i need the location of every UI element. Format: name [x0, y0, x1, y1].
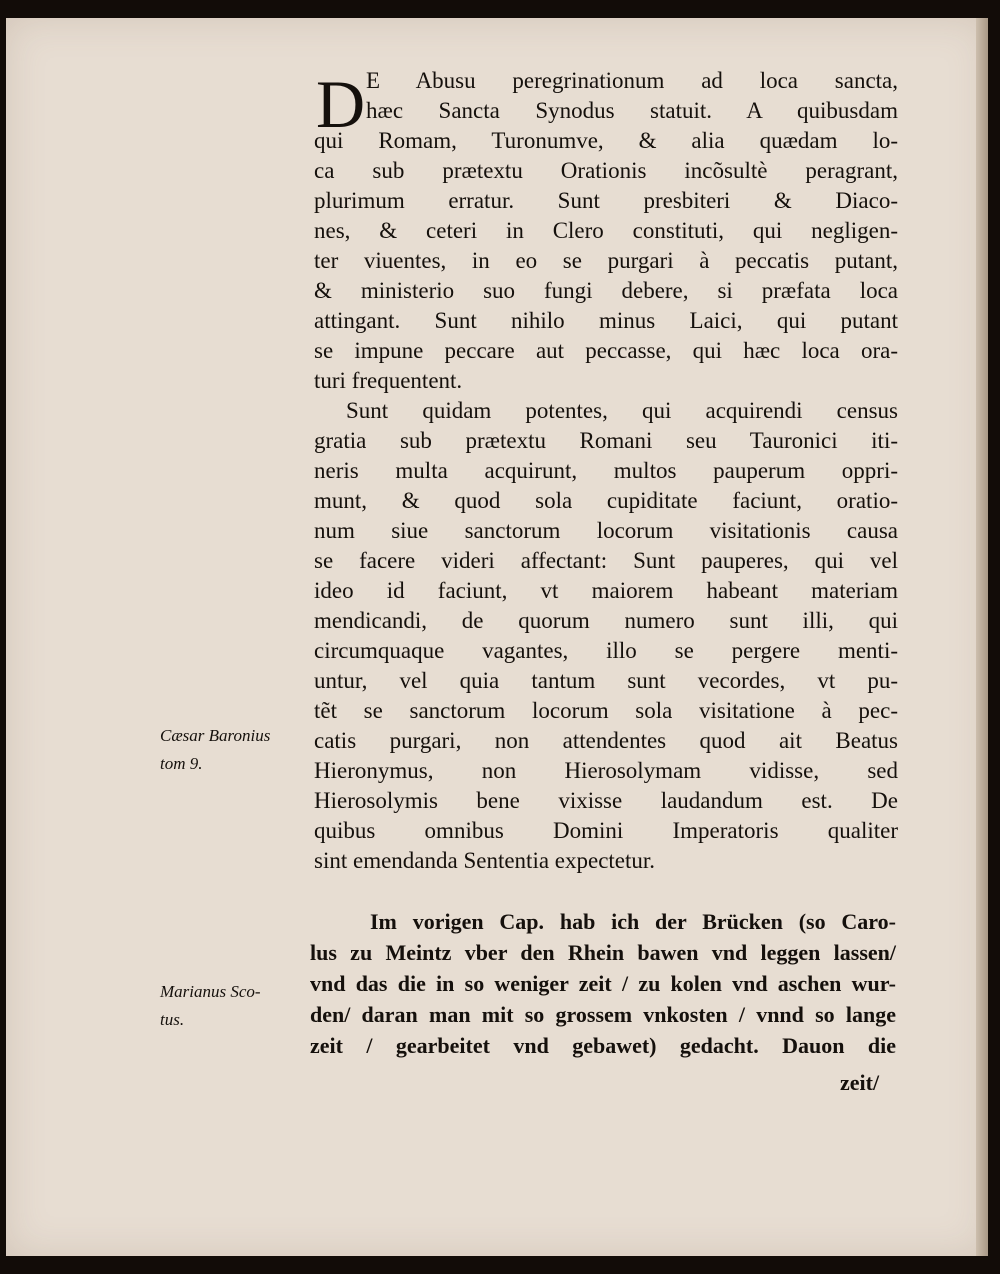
margin-note-line: Cæsar Baronius	[160, 726, 271, 745]
text-line: se impune peccare aut peccasse, qui hæc loca ora-	[314, 338, 898, 363]
text-line: Im vorigen Cap. hab ich der Brücken (so Caro-	[370, 909, 896, 934]
text-line: tẽt se sanctorum locorum sola visitatione à pec-	[314, 698, 898, 723]
margin-note-line: Marianus Sco-	[160, 982, 261, 1001]
german-text-block	[310, 906, 896, 1061]
margin-note-line: tom 9.	[160, 754, 203, 773]
text-line: Sunt quidam potentes, qui acquirendi census	[346, 398, 898, 423]
drop-cap: D	[316, 66, 366, 142]
text-line: hæc Sancta Synodus statuit. A quibusdam	[366, 98, 898, 123]
text-line: catis purgari, non attendentes quod ait Beatus	[314, 728, 898, 753]
text-line: neris multa acquirunt, multos pauperum oppri-	[314, 458, 898, 483]
text-line: vnd das die in so weniger zeit / zu kolen vnd aschen wur-	[310, 971, 896, 996]
text-line: ter viuentes, in eo se purgari à peccatis putant,	[314, 248, 898, 273]
text-line: Hierosolymis bene vixisse laudandum est. De	[314, 788, 898, 813]
text-line: num siue sanctorum locorum visitationis causa	[314, 518, 898, 543]
text-line: attingant. Sunt nihilo minus Laici, qui putant	[314, 308, 898, 333]
text-line: & ministerio suo fungi debere, si præfata loca	[314, 278, 898, 303]
text-line: se facere videri affectant: Sunt pauperes, qui vel	[314, 548, 898, 573]
text-line: turi frequentent.	[314, 368, 463, 393]
text-line: gratia sub prætextu Romani seu Tauronici iti-	[314, 428, 898, 453]
text-line: ca sub prætextu Orationis incõsultè peragrant,	[314, 158, 898, 183]
page-edge	[976, 18, 988, 1256]
latin-text-block	[314, 66, 898, 876]
text-line: untur, vel quia tantum sunt vecordes, vt pu-	[314, 668, 898, 693]
catchword: zeit/	[840, 1070, 880, 1095]
text-line: munt, & quod sola cupiditate faciunt, oratio-	[314, 488, 898, 513]
text-line: E Abusu peregrinationum ad loca sancta,	[366, 68, 898, 93]
text-line: ideo id faciunt, vt maiorem habeant materiam	[314, 578, 898, 603]
text-line: circumquaque vagantes, illo se pergere menti-	[314, 638, 898, 663]
margin-note-baronius	[160, 722, 270, 778]
margin-note-line: tus.	[160, 1010, 185, 1029]
text-line: nes, & ceteri in Clero constituti, qui negligen-	[314, 218, 898, 243]
text-line: lus zu Meintz vber den Rhein bawen vnd leggen lassen/	[310, 940, 896, 965]
text-line: zeit / gearbeitet vnd gebawet) gedacht. Dauon die	[310, 1033, 896, 1058]
text-line: qui Romam, Turonumve, & alia quædam lo-	[314, 128, 898, 153]
margin-note-marianus	[160, 978, 261, 1034]
text-line: Hieronymus, non Hierosolymam vidisse, sed	[314, 758, 898, 783]
text-line: quibus omnibus Domini Imperatoris qualiter	[314, 818, 898, 843]
text-line: plurimum erratur. Sunt presbiteri & Diaco-	[314, 188, 898, 213]
text-line: sint emendanda Sententia expectetur.	[314, 848, 656, 873]
text-line: den/ daran man mit so grossem vnkosten / vnnd so lange	[310, 1002, 896, 1027]
text-line: mendicandi, de quorum numero sunt illi, qui	[314, 608, 898, 633]
